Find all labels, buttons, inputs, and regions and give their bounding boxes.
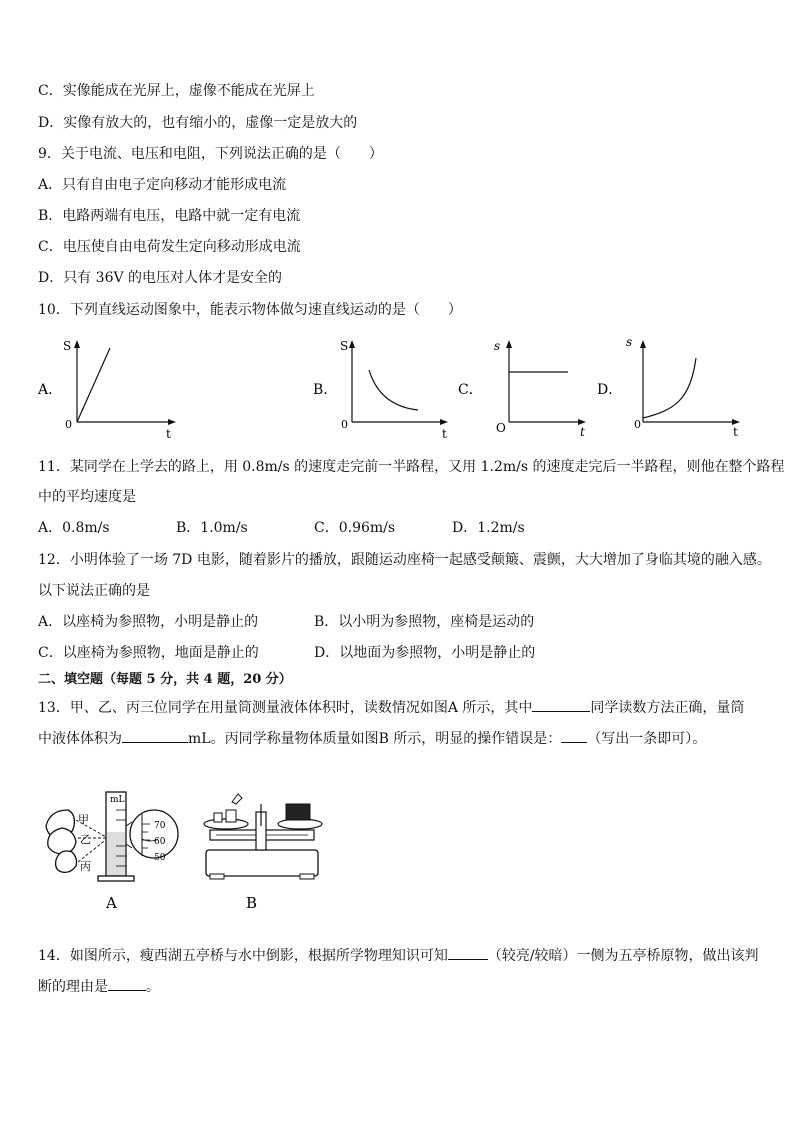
cylinder-liquid <box>107 832 125 875</box>
graph-a-y-arrow <box>74 340 80 348</box>
object-on-right-pan <box>286 804 310 820</box>
graph-d-curve <box>643 358 696 418</box>
graph-a-axis-s: S <box>63 339 72 353</box>
magnifier-circle <box>130 810 178 858</box>
graph-a-origin: 0 <box>65 418 72 431</box>
q9-option-d: D．只有 36V 的电压对人体才是安全的 <box>38 270 283 286</box>
graph-a <box>63 339 176 441</box>
graph-c-axis-t: t <box>580 425 585 439</box>
q9-stem: 9．关于电流、电压和电阻，下列说法正确的是（ ） <box>38 146 383 162</box>
q9-option-b: B．电路两端有电压，电路中就一定有电流 <box>38 208 301 224</box>
q11-option-d: D．1.2m/s <box>452 520 525 536</box>
figure-b <box>204 794 322 912</box>
q11-option-a: A．0.8m/s <box>38 520 110 536</box>
q11-stem-line1: 11．某同学在上学去的路上，用 0.8m/s 的速度走完前一半路程，又用 1.2m/s 的速度走完后一半路程，则他在整个路程 <box>38 459 785 475</box>
q14-line1-part2: （较亮/较暗）一侧为五亭桥原物，做出该判 <box>487 948 759 964</box>
q14-line1-part1: 14．如图所示，瘦西湖五亭桥与水中倒影，根据所学物理知识可知 <box>38 948 448 964</box>
graph-a-axis-t: t <box>166 427 171 441</box>
graph-d-origin: 0 <box>634 418 641 431</box>
tick-60: 60 <box>154 837 166 847</box>
q12-option-b: B．以小明为参照物，座椅是运动的 <box>314 614 535 630</box>
q13-figure <box>38 786 338 916</box>
q9-option-c: C．电压使自由电荷发生定向移动形成电流 <box>38 239 301 255</box>
graph-b-origin: 0 <box>341 418 348 431</box>
figure-a-label: A <box>106 894 117 912</box>
q10-stem: 10．下列直线运动图象中，能表示物体做匀速直线运动的是（ ） <box>38 302 462 318</box>
q12-stem-line2: 以下说法正确的是 <box>38 583 150 599</box>
label-yi: 乙 <box>80 833 91 846</box>
q10-option-c-label: C． <box>458 382 483 398</box>
q14-line2-part1: 断的理由是 <box>38 979 108 995</box>
q13-line2 <box>38 728 706 748</box>
balance-foot-right <box>300 874 314 879</box>
q8-option-d: D．实像有放大的，也有缩小的，虚像一定是放大的 <box>38 115 358 131</box>
balance-foot-left <box>210 874 224 879</box>
q13-line1 <box>38 697 744 717</box>
figure-b-label: B <box>246 894 258 912</box>
q8-option-c: C．实像能成在光屏上，虚像不能成在光屏上 <box>38 83 315 99</box>
q14-blank-reason[interactable] <box>108 976 146 991</box>
graph-c-origin: O <box>496 421 506 435</box>
q14-line2 <box>38 976 160 996</box>
graph-c-axis-s: s <box>494 339 501 353</box>
label-bing: 丙 <box>80 860 91 873</box>
q10-option-d-label: D． <box>597 382 623 398</box>
graph-c-y-arrow <box>506 340 512 348</box>
cylinder-unit: mL <box>110 795 125 805</box>
graph-c <box>494 339 586 439</box>
q12-option-c: C．以座椅为参照物，地面是静止的 <box>38 645 259 661</box>
q10-option-b-label: B． <box>313 382 338 398</box>
graph-d-axis-s: s <box>626 335 633 349</box>
q13-line2-part3: （写出一条即可）。 <box>587 731 707 747</box>
figure-a <box>46 792 178 912</box>
q13-line2-part2: mL。丙同学称量物体质量如图B 所示，明显的操作错误是： <box>188 731 562 747</box>
graph-a-curve <box>77 348 110 422</box>
label-jia: 甲 <box>78 813 89 826</box>
q14-line1 <box>38 945 759 965</box>
q10-graphs <box>0 330 794 450</box>
q10-option-a-label: A． <box>38 382 63 398</box>
graph-b <box>340 339 448 441</box>
weight-large <box>226 810 236 822</box>
q13-blank-student[interactable] <box>532 697 590 712</box>
q13-blank-volume[interactable] <box>122 728 188 743</box>
q14-blank-side[interactable] <box>448 945 488 960</box>
graph-b-x-arrow <box>440 419 448 425</box>
graph-d-axis-t: t <box>733 425 738 439</box>
tick-50: 50 <box>154 853 166 863</box>
q9-option-a: A．只有自由电子定向移动才能形成电流 <box>38 177 287 193</box>
q11-option-b: B．1.0m/s <box>176 520 248 536</box>
q13-line2-part1: 中液体体积为 <box>38 731 122 747</box>
q13-line1-part1: 13．甲、乙、丙三位同学在用量筒测量液体体积时，读数情况如图A 所示，其中 <box>38 700 533 716</box>
balance-base <box>206 850 318 876</box>
graph-b-y-arrow <box>349 340 355 348</box>
tick-70: 70 <box>154 821 166 831</box>
q13-line1-part2: 同学读数方法正确，量筒 <box>590 700 745 716</box>
graph-b-axis-t: t <box>442 427 447 441</box>
q11-option-c: C．0.96m/s <box>314 520 396 536</box>
magnifier-connector <box>126 844 132 848</box>
q14-line2-part2: 。 <box>146 979 160 995</box>
q13-blank-error[interactable] <box>561 728 587 743</box>
graph-a-x-arrow <box>168 419 176 425</box>
graph-b-curve <box>369 370 418 410</box>
graph-b-axis-s: S <box>340 339 349 353</box>
q12-option-a: A．以座椅为参照物，小明是静止的 <box>38 614 259 630</box>
graph-d-y-arrow <box>640 340 646 348</box>
cylinder-base <box>98 876 134 881</box>
q12-stem-line1: 12．小明体验了一场 7D 电影，随着影片的播放，跟随运动座椅一起感受颠簸、震颤，大大增加了身临其境的融入感。 <box>38 552 771 568</box>
q12-option-d: D．以地面为参照物，小明是静止的 <box>314 645 536 661</box>
section-2-heading: 二、填空题（每题 5 分，共 4 题，20 分） <box>38 672 292 687</box>
head-bing <box>56 851 77 872</box>
graph-d <box>626 335 740 439</box>
q11-stem-line2: 中的平均速度是 <box>38 489 136 505</box>
hand-icon <box>232 794 242 804</box>
weight-small <box>214 813 222 822</box>
